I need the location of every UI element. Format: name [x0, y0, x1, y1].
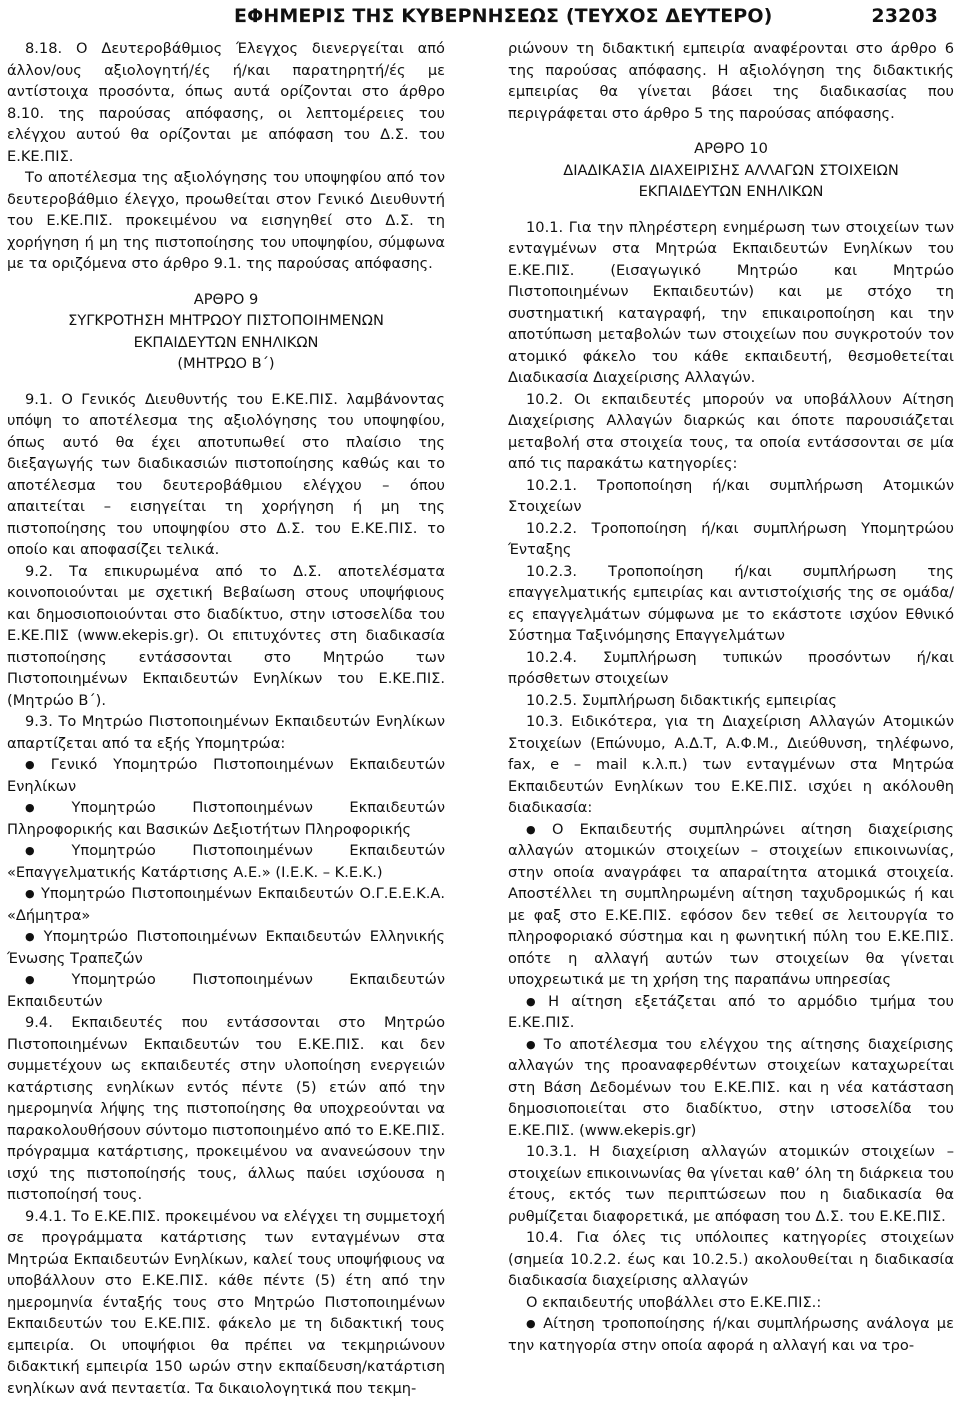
- left-column: [7, 38, 445, 1399]
- paragraph: 10.4. Για όλες τις υπόλοιπες κατηγορίες στοιχείων (σημεία 10.2.2. έως και 10.2.5.) ακολουθείται η διαδικασία διαδικασία διαχείρισης αλλαγών: [508, 1229, 954, 1289]
- paragraph: 10.3.1. Η διαχείριση αλλαγών ατομικών στοιχείων – στοιχείων επικοινωνίας θα γίνεται καθ’ όλη τη διάρκεια του έτους, εκτός των περιπτώσεων που η διαδικασία θα ρυθμίζεται διαφορετικά, με απόφαση του Δ.Σ. του Ε.ΚΕ.ΠΙΣ.: [508, 1143, 954, 1225]
- bullet-item: ● Γενικό Υπομητρώο Πιστοποιημένων Εκπαιδευτών Ενηλίκων: [7, 754, 445, 797]
- article-heading: [7, 289, 445, 375]
- paragraph: 10.2.1. Τροποποίηση ή/και συμπλήρωση Ατομικών Στοιχείων: [508, 476, 954, 515]
- paragraph: 10.2.5. Συμπλήρωση διδακτικής εμπειρίας: [526, 691, 837, 709]
- paragraph: Το αποτέλεσμα της αξιολόγησης του υποψηφίου από τον δευτεροβάθμιο έλεγχο, προωθείται στον Γενικό Διευθυντή του Ε.ΚΕ.ΠΙΣ. προκειμένου να εισηγηθεί στο Δ.Σ. τη χορήγηση ή μη της πιστοποίησης του υποψηφίου, σύμφωνα με τα οριζόμενα στο άρθρο 9.1. της παρούσας απόφασης.: [7, 169, 445, 272]
- article-title: ΕΚΠΑΙΔΕΥΤΩΝ ΕΝΗΛΙΚΩΝ: [133, 333, 319, 351]
- paragraph: 10.2.2. Τροποποίηση ή/και συμπλήρωση Υπομητρώου Ένταξης: [508, 519, 954, 558]
- page-header: [0, 0, 960, 32]
- paragraph: 9.4.1. Το Ε.ΚΕ.ΠΙΣ. προκειμένου να ελέγχει τη συμμετοχή σε προγράμματα κατάρτισης των ενταγμένων στα Μητρώα Εκπαιδευτών Ενηλίκων, καλεί τους υποψήφιους να υποβάλλουν στο Ε.ΚΕ.ΠΙΣ. κάθε πέντε (5) έτη από την ημερομηνία ένταξής τους στο Μητρώο Πιστοποιημένων Εκπαιδευτών του Ε.ΚΕ.ΠΙΣ. φάκελο με τη διδακτική τους εμπειρία. Οι υποψήφιοι θα πρέπει να τεκμηριώνουν διδακτική εμπειρία 150 ωρών στην εκπαίδευση/κατάρτιση ενηλίκων ανά πενταετία. Τα δικαιολογητικά που τεκμη-: [7, 1207, 445, 1397]
- bullet-item: ● Υπομητρώο Πιστοποιημένων Εκπαιδευτών Ελληνικής Ένωσης Τραπεζών: [7, 926, 445, 969]
- paragraph: 9.2. Τα επικυρωμένα από το Δ.Σ. αποτελέσματα κοινοποιούνται με σχετική Βεβαίωση στους υποψήφιους και δημοσιοποιούνται στο διαδίκτυο, στην ιστοσελίδα του Ε.ΚΕ.ΠΙΣ (www.ekepis.gr). Οι επιτυχόντες στη διαδικασία πιστοποίησης εντάσσονται στο Μητρώο των Πιστοποιημένων Εκπαιδευτών Ενηλίκων του Ε.ΚΕ.ΠΙΣ. (Μητρώο Β΄).: [7, 562, 445, 709]
- paragraph: 10.2.4. Συμπλήρωση τυπικών προσόντων ή/και πρόσθετων στοιχείων: [508, 648, 954, 687]
- bullet-item: ● Υπομητρώο Πιστοποιημένων Εκπαιδευτών Ο.Γ.Ε.Ε.Κ.Α. «Δήμητρα»: [7, 883, 445, 926]
- bullet-item: ● Η αίτηση εξετάζεται από το αρμόδιο τμήμα του Ε.ΚΕ.ΠΙΣ.: [508, 991, 954, 1034]
- right-column: [508, 38, 954, 1356]
- article-heading: [508, 138, 954, 203]
- bullet-item: ● Υπομητρώο Πιστοποιημένων Εκπαιδευτών Πληροφορικής και Βασικών Δεξιοτήτων Πληροφορικής: [7, 797, 445, 840]
- article-number: ΑΡΘΡΟ 9: [193, 290, 259, 308]
- paragraph: 9.1. Ο Γενικός Διευθυντής του Ε.ΚΕ.ΠΙΣ. λαμβάνοντας υπόψη το αποτέλεσμα της αξιολόγησης του υποψηφίου, όπως αυτό θα έχει αποτυπωθεί στο πλαίσιο της διεξαγωγής των διαδικασιών πιστοποίησης καθώς και το αποτέλεσμα του δευτεροβάθμιου ελέγχου – όπου απαιτείται – εισηγείται τη χορήγηση ή μη της πιστοποίησης του υποψηφίου στο Δ.Σ. του Ε.ΚΕ.ΠΙΣ. το οποίο και αποφασίζει τελικά.: [7, 390, 445, 558]
- paragraph: 10.1. Για την πληρέστερη ενημέρωση των στοιχείων των ενταγμένων στα Μητρώα Εκπαιδευτών Ενηλίκων του Ε.ΚΕ.ΠΙΣ. (Εισαγωγικό Μητρώο και Μητρώο Πιστοποιημένων Εκπαιδευτών) και με στόχο τη συστηματική καταγραφή, την επικαιροποίηση και την αποτύπωση μεταβολών των στοιχείων που συγκροτούν τον ατομικό φάκελο του κάθε εκπαιδευτή, θεσμοθετείται Διαδικασία Διαχείρισης Αλλαγών.: [508, 218, 954, 386]
- bullet-item: ● Υπομητρώο Πιστοποιημένων Εκπαιδευτών «Επαγγελματικής Κατάρτισης Α.Ε.» (Ι.Ε.Κ. – Κ.Ε.Κ.): [7, 840, 445, 883]
- newspaper-title: ΕΦΗΜΕΡΙΣ ΤΗΣ ΚΥΒΕΡΝΗΣΕΩΣ (ΤΕΥΧΟΣ ΔΕΥΤΕΡΟ): [234, 5, 773, 27]
- paragraph: 9.3. Το Μητρώο Πιστοποιημένων Εκπαιδευτών Ενηλίκων απαρτίζεται από τα εξής Υπομητρώα:: [7, 713, 445, 752]
- paragraph: 9.4. Εκπαιδευτές που εντάσσονται στο Μητρώο Πιστοποιημένων Εκπαιδευτών του Ε.ΚΕ.ΠΙΣ. και δεν συμμετέχουν ως εκπαιδευτές στην υλοποίηση ενεργειών κατάρτισης ενηλίκων εντός πέντε (5) ετών από την ημερομηνία λήψης της πιστοποίησης θα υποχρεούνται να παρακολουθήσουν σύντομο πιστοποιημένο από το Ε.ΚΕ.ΠΙΣ. πρόγραμμα κατάρτισης, προκειμένου να ανανεώσουν την ισχύ της πιστοποίησής τους, άλλως παύει ισχύουσα η πιστοποίησή τους.: [7, 1014, 445, 1203]
- bullet-item: ● Υπομητρώο Πιστοποιημένων Εκπαιδευτών Εκπαιδευτών: [7, 969, 445, 1012]
- bullet-item: ● Αίτηση τροποποίησης ή/και συμπλήρωσης ανάλογα με την κατηγορία στην οποία αφορά η αλλαγή και να τρο-: [508, 1313, 954, 1356]
- paragraph: 10.2. Οι εκπαιδευτές μπορούν να υποβάλλουν Αίτηση Διαχείρισης Αλλαγών διαρκώς και όποτε παρουσιάζεται μεταβολή στα στοιχεία τους, τα οποία εντάσσονται σε μία από τις παρακάτω κατηγορίες:: [508, 390, 954, 472]
- paragraph: Ο εκπαιδευτής υποβάλλει στο Ε.ΚΕ.ΠΙΣ.:: [526, 1293, 822, 1311]
- article-title: ΣΥΓΚΡΟΤΗΣΗ ΜΗΤΡΩΟΥ ΠΙΣΤΟΠΟΙΗΜΕΝΩΝ: [68, 312, 384, 329]
- page-number: 23203: [871, 5, 938, 27]
- article-title: ΔΙΑΔΙΚΑΣΙΑ ΔΙΑΧΕΙΡΙΣΗΣ ΑΛΛΑΓΩΝ ΣΤΟΙΧΕΙΩΝ: [563, 161, 899, 179]
- article-title: ΕΚΠΑΙΔΕΥΤΩΝ ΕΝΗΛΙΚΩΝ: [638, 183, 824, 200]
- paragraph: 10.3. Ειδικότερα, για τη Διαχείριση Αλλαγών Ατομικών Στοιχείων (Επώνυμο, Α.Δ.Τ, Α.Φ.Μ., Διεύθυνση, τηλέφωνο, fax, e – mail κ.λ.π.) των ενταγμένων στα Μητρώα Εκπαιδευτών Ενηλίκων του Ε.ΚΕ.ΠΙΣ. ισχύει η ακόλουθη διαδικασία:: [508, 713, 954, 816]
- paragraph: ριώνουν τη διδακτική εμπειρία αναφέρονται στο άρθρο 6 της παρούσας απόφασης. Η αξιολόγηση της διδακτικής εμπειρίας θα γίνεται βάσει της διαδικασίας που περιγράφεται στο άρθρο 5 της παρούσας απόφασης.: [508, 40, 954, 122]
- article-title: (ΜΗΤΡΩΟ Β΄): [177, 355, 275, 372]
- bullet-item: ● Ο Εκπαιδευτής συμπληρώνει αίτηση διαχείρισης αλλαγών ατομικών στοιχείων – στοιχείων επικοινωνίας, στην οποία αναγράφει τα απαραίτητα ατομικά στοιχεία. Αποστέλλει τη συμπληρωμένη αίτηση ταχυδρομικώς ή και με φαξ στο Ε.ΚΕ.ΠΙΣ. εφόσον δεν τεθεί σε λειτουργία το πληροφοριακό σύστημα και η φωνητική πύλη του Ε.ΚΕ.ΠΙΣ. οπότε η αλλαγή αυτών των στοιχείων θα γίνεται υποχρεωτικά με τη χρήση της παραπάνω υπηρεσίας: [508, 819, 954, 991]
- paragraph: 10.2.3. Τροποποίηση ή/και συμπλήρωση της επαγγελματικής εμπειρίας και αντιστοίχισής της σε ομάδα/ες επαγγελμάτων σύμφωνα με το εκάστοτε ισχύον Εθνικό Σύστημα Ταξινόμησης Επαγγελμάτων: [508, 562, 954, 644]
- bullet-item: ● Το αποτέλεσμα του ελέγχου της αίτησης διαχείρισης αλλαγών της προαναφερθέντων στοιχείων καταχωρείται στη Βάση Δεδομένων του Ε.ΚΕ.ΠΙΣ. και η νέα κατάσταση δημοσιοποιείται στο διαδίκτυο, στην ιστοσελίδα του Ε.ΚΕ.ΠΙΣ. (www.ekepis.gr): [508, 1034, 954, 1142]
- article-number: ΑΡΘΡΟ 10: [694, 140, 768, 157]
- paragraph: 8.18. Ο Δευτεροβάθμιος Έλεγχος διενεργείται από άλλον/ους αξιολογητή/ές ή/και παρατηρητή/ές με αντίστοιχα προσόντα, όπως αυτά ορίζονται στο άρθρο 8.10. της παρούσας απόφασης, οι λεπτομέρειες του ελέγχου αυτού θα ορίζονται με απόφαση του Δ.Σ. του Ε.ΚΕ.ΠΙΣ.: [7, 40, 445, 165]
